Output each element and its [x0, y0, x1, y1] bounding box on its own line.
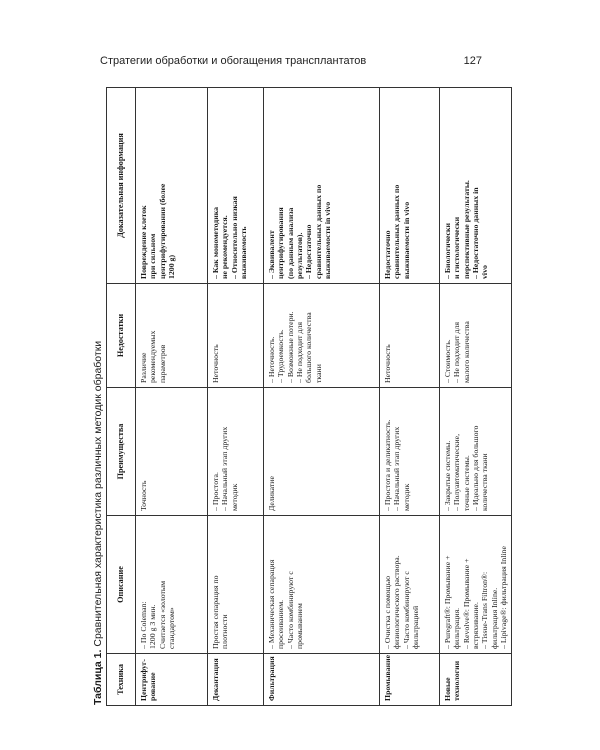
- cell-line: центрифугирования: [276, 207, 286, 279]
- cell-line: Считается «золотым: [157, 580, 167, 649]
- cell-line: плотности: [220, 614, 230, 649]
- evidence-cell: [380, 88, 440, 284]
- cell-line: 1200 g 3 мин.: [148, 604, 158, 649]
- table-header-row: [107, 88, 136, 706]
- cell-line: – Не подходит для: [452, 322, 462, 383]
- table-caption-label: Таблица 1.: [92, 649, 104, 705]
- disadvantages-cell: [136, 284, 208, 388]
- cell-line: при сильном: [148, 233, 158, 279]
- cell-line: физиологического раствора.: [392, 555, 402, 649]
- table-row: [264, 88, 380, 706]
- cell-line: – Стоимость.: [443, 339, 452, 383]
- cell-line: результатов).: [295, 232, 305, 279]
- technique-cell: [380, 654, 440, 706]
- cell-line: – Недостаточно данных in: [471, 187, 481, 279]
- cell-line: (по данным анализа: [285, 207, 295, 279]
- page-number: 127: [463, 55, 482, 67]
- page-header: [100, 55, 482, 71]
- cell-line: – Очистка с помощью: [383, 575, 392, 649]
- description-cell: [380, 516, 440, 654]
- cell-line: встряхивание.: [471, 602, 481, 649]
- advantages-cell: [208, 388, 264, 516]
- cell-line: фильтрацией: [411, 605, 421, 649]
- cell-line: промыванием: [295, 603, 305, 649]
- cell-line: Центрифуг-: [139, 658, 148, 701]
- cell-line: Деликатие: [267, 476, 276, 511]
- cell-line: Повреждение клеток: [139, 205, 148, 279]
- evidence-cell: [208, 88, 264, 284]
- cell-line: Промывание: [383, 654, 392, 701]
- table-caption-text: Сравнительная характеристика различных методик обработки: [92, 340, 104, 647]
- cell-line: vivo: [480, 265, 490, 279]
- cell-line: – Часто комбинируют с: [285, 571, 295, 649]
- table-body: [136, 88, 512, 706]
- description-cell: [440, 516, 512, 654]
- evidence-cell: [264, 88, 380, 284]
- cell-line: Декантация: [211, 658, 220, 701]
- cell-line: малого количества: [461, 321, 471, 383]
- cell-line: – Идеально для большого: [471, 425, 481, 511]
- technique-cell: [208, 654, 264, 706]
- cell-line: Различие: [139, 352, 148, 383]
- technique-cell: [440, 654, 512, 706]
- technique-cell: [136, 654, 208, 706]
- cell-line: рование: [148, 672, 158, 701]
- technique-cell: [264, 654, 380, 706]
- cell-line: фильтрация.: [452, 607, 462, 649]
- column-header-evidence: Доказательная информация: [107, 88, 136, 284]
- cell-line: и гистологически: [452, 216, 462, 279]
- cell-line: Простая сепарация по: [211, 575, 220, 649]
- cell-line: Неточность: [383, 344, 392, 383]
- cell-line: просеиванием.: [276, 599, 286, 649]
- cell-line: – Tissue-Trans Filtron®:: [480, 571, 490, 649]
- cell-line: методик: [401, 483, 411, 511]
- table-row: [440, 88, 512, 706]
- cell-line: выживаемость: [239, 226, 249, 279]
- cell-line: – Начальный этап других: [392, 426, 402, 511]
- disadvantages-cell: [264, 284, 380, 388]
- cell-line: сравнительных данных по: [392, 184, 402, 279]
- cell-line: – Эквивалент: [267, 230, 276, 279]
- cell-line: 1200 g): [167, 254, 177, 279]
- description-cell: [264, 516, 380, 654]
- table-row: [380, 88, 440, 706]
- cell-line: фильтрация Inline.: [489, 587, 499, 649]
- cell-line: – Как монометодика: [211, 207, 220, 279]
- cell-line: – Закрытые системы.: [443, 440, 452, 511]
- disadvantages-cell: [208, 284, 264, 388]
- cell-line: не рекомендуется.: [220, 215, 230, 279]
- cell-line: точные системы.: [461, 455, 471, 511]
- advantages-cell: [136, 388, 208, 516]
- cell-line: – Puregraft®: Промывание +: [443, 555, 452, 649]
- cell-line: выживаемости in vivo: [401, 201, 411, 279]
- cell-line: Фильтрация: [267, 656, 276, 701]
- comparison-table: [106, 87, 512, 706]
- disadvantages-cell: [380, 284, 440, 388]
- cell-line: – Трудоемкость.: [276, 329, 286, 383]
- cell-line: перспективные результаты.: [461, 180, 471, 279]
- cell-line: Недостаточно: [383, 230, 392, 279]
- cell-line: Неточность: [211, 344, 220, 383]
- description-cell: [136, 516, 208, 654]
- cell-line: методик: [229, 483, 239, 511]
- cell-line: рекомендуемых: [148, 330, 158, 383]
- cell-line: выживаемости in vivo: [323, 201, 333, 279]
- cell-line: – Revolve®: Промывание +: [461, 558, 471, 649]
- cell-line: – Lipivage®: фильтрация Inline: [499, 546, 509, 649]
- cell-line: Новые: [443, 677, 452, 701]
- cell-line: – Относительно низкая: [229, 196, 239, 279]
- cell-line: – Недостаточно: [304, 224, 314, 279]
- cell-line: – Механическая сепарация: [267, 559, 276, 649]
- evidence-cell: [136, 88, 208, 284]
- cell-line: – По Coleman:: [139, 601, 148, 649]
- column-header-technique: Техника: [107, 654, 136, 706]
- table-caption: [92, 341, 104, 705]
- running-title: Стратегии обработки и обогащения трансплантатов: [100, 55, 367, 67]
- table-row: [136, 88, 208, 706]
- advantages-cell: [264, 388, 380, 516]
- cell-line: сравнительных данных по: [313, 184, 323, 279]
- cell-line: большого количества: [304, 312, 314, 383]
- disadvantages-cell: [440, 284, 512, 388]
- cell-line: – Простота и деликатность.: [383, 419, 392, 511]
- cell-line: ткани: [313, 364, 323, 383]
- column-header-advantages: Преимущества: [107, 388, 136, 516]
- column-header-disadvantages: Недостатки: [107, 284, 136, 388]
- cell-line: – Простота.: [211, 472, 220, 511]
- cell-line: – Биологически: [443, 223, 452, 279]
- evidence-cell: [440, 88, 512, 284]
- rotated-table-wrapper: [106, 88, 509, 706]
- advantages-cell: [380, 388, 440, 516]
- cell-line: – Возможные потери.: [285, 311, 295, 383]
- cell-line: технологии: [452, 660, 462, 701]
- cell-line: – Не подходит для: [295, 322, 305, 383]
- cell-line: Точность: [139, 480, 148, 511]
- cell-line: центрифугировании (более: [157, 183, 167, 279]
- table-row: [208, 88, 264, 706]
- cell-line: – Начальный этап других: [220, 426, 230, 511]
- cell-line: количества ткани: [480, 453, 490, 511]
- cell-line: – Полуавтоматические,: [452, 433, 462, 511]
- cell-line: параметров: [157, 344, 167, 383]
- advantages-cell: [440, 388, 512, 516]
- cell-line: – Неточность.: [267, 336, 276, 383]
- cell-line: стандартом»: [167, 607, 177, 649]
- description-cell: [208, 516, 264, 654]
- cell-line: – Часто комбинируют с: [401, 571, 411, 649]
- column-header-description: Описание: [107, 516, 136, 654]
